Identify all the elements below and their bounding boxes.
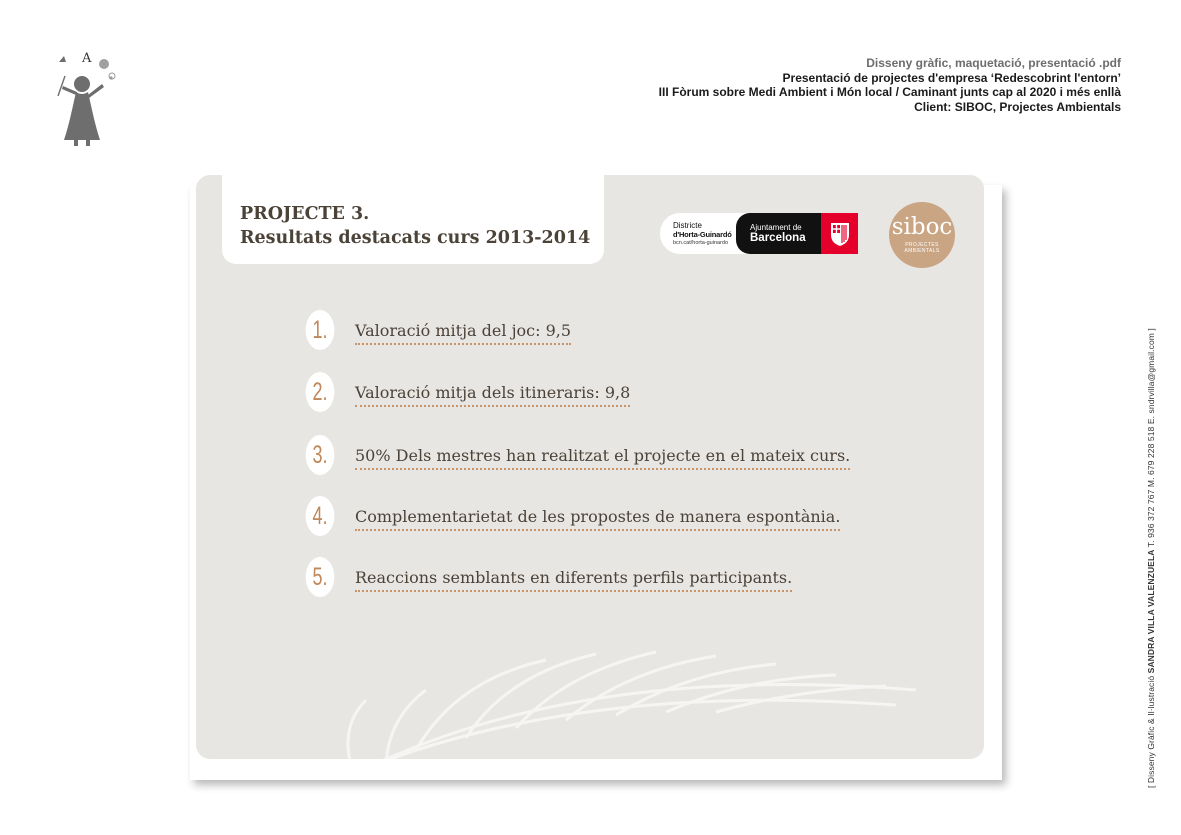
district-name: d'Horta-Guinardó [673,229,732,239]
header-line-3: III Fòrum sobre Medi Ambient i Món local / Caminant junts cap al 2020 i més enllà [658,85,1121,99]
item-text: Reaccions semblants en diferents perfils participants. [355,567,792,592]
header-info [659,56,1121,114]
item-number: 1. [306,310,335,350]
item-text: Complementarietat de les propostes de manera espontània. [355,506,840,531]
siboc-logo [889,202,955,268]
title-line-1: PROJECTE 3. [240,204,370,224]
district-logo [660,213,858,254]
leaf-watermark [296,620,984,759]
district-url: bcn.cat/horta-guinardo [673,240,729,246]
siboc-tagline: PROJECTES AMBIENTALS [904,242,940,254]
ajuntament-block [736,213,821,254]
barcelona-shield-icon [821,213,858,254]
credit-contact: T. 936 372 767 M. 679 228 518 E. sndrvilla@gmail.com ] [1146,328,1156,550]
credit-name: SANDRA VILLA VALENZUELA [1146,549,1156,674]
district-label: Districte [673,221,702,230]
item-text: 50% Dels mestres han realitzat el projecte en el mateix curs. [355,445,850,470]
item-number: 2. [306,372,335,412]
district-logo-text [660,213,736,254]
mascot-illustration [52,48,124,150]
item-number: 3. [306,435,335,475]
mascot-letter: A [82,51,92,66]
credit-open: [ Disseny Gràfic & Il·lustració [1146,673,1156,788]
item-text: Valoració mitja dels itineraris: 9,8 [355,382,630,407]
item-number: 5. [306,557,335,597]
vertical-credit [1146,258,1156,788]
ajuntament-label: Ajuntament de [750,223,802,232]
header-line-2: Presentació de projectes d'empresa ‘Redescobrint l'entorn’ [782,70,1121,85]
header-line-1: Disseny gràfic, maquetació, presentació .pdf [866,56,1121,70]
item-text: Valoració mitja del joc: 9,5 [355,320,571,345]
item-number: 4. [306,496,335,536]
slide-title [240,202,590,250]
header-line-4: Client: SIBOC, Projectes Ambientals [914,99,1121,114]
siboc-name: siboc [891,214,953,240]
title-line-2: Resultats destacats curs 2013-2014 [240,228,591,248]
city-name: Barcelona [750,232,806,244]
